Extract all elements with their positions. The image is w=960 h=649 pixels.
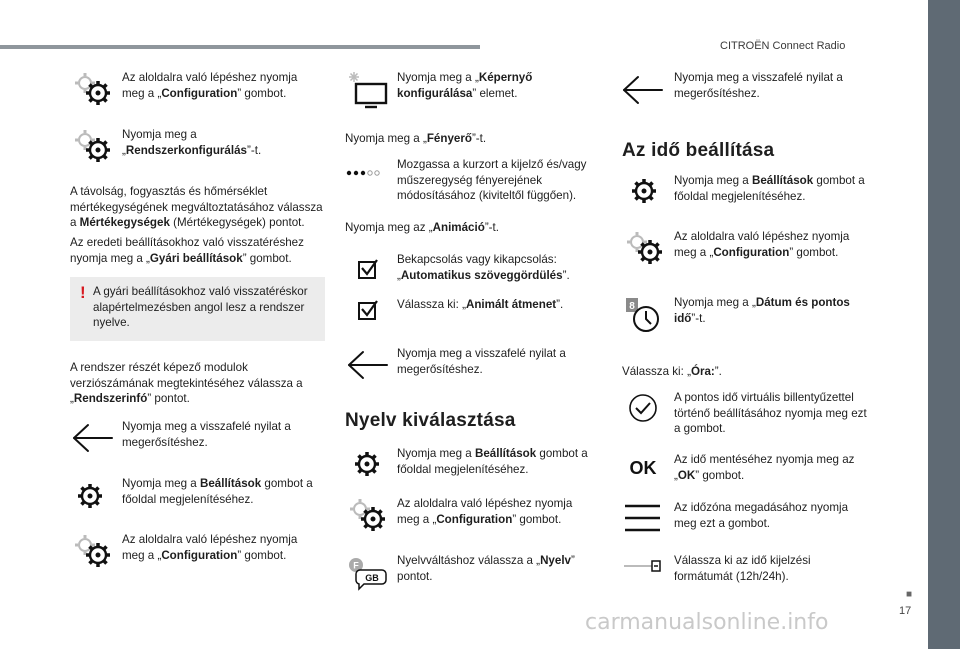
step-text: Nyomja meg a visszafelé nyilat a megerősítéshez. xyxy=(674,71,843,100)
step-text: Nyomja meg a Beállítások gombot a főoldal megjelenítéséhez. xyxy=(674,174,865,203)
page-end-mark: ■ xyxy=(906,589,913,600)
back-arrow-icon xyxy=(70,419,114,457)
confirm-check-icon xyxy=(622,390,666,428)
paragraph-system-info: A rendszer részét képező modulok verziószámának megtekintéséhez válassza a „Rendszerinfó” pontot. xyxy=(70,361,303,406)
warning-icon: ! xyxy=(80,283,86,302)
warning-note xyxy=(70,277,325,341)
page-header: CITROËN Connect Radio xyxy=(720,40,846,52)
section-heading-language: Nyelv kiválasztása xyxy=(345,410,516,431)
gear-icon xyxy=(622,173,666,211)
lang-f-label: F xyxy=(353,560,359,571)
toggle-switch-icon xyxy=(622,553,666,591)
step-text: Válassza ki: „Animált átmenet”. xyxy=(397,298,564,311)
step-text: Nyomja meg a Beállítások gombot a főoldal megjelenítéséhez. xyxy=(397,447,588,476)
step-text: Nyomja meg a Beállítások gombot a főoldal megjelenítéséhez. xyxy=(122,477,313,506)
step-text: Az aloldalra való lépéshez nyomja meg a „Configuration” gombot. xyxy=(674,230,850,259)
settings-gears-icon xyxy=(70,70,114,108)
back-arrow-icon xyxy=(345,346,389,384)
paragraph-hour: Válassza ki: „Óra:”. xyxy=(622,365,722,378)
settings-gears-icon xyxy=(70,532,114,570)
step-text: Az idő mentéséhez nyomja meg az „OK” gombot. xyxy=(674,453,855,482)
step-text: Nyomja meg a „Dátum és pontos idő”-t. xyxy=(674,296,850,325)
warning-text: A gyári beállításokhoz való visszatéréskor alapértelmezésben angol lesz a rendszer nyelve. xyxy=(93,285,308,330)
step-text: Nyomja meg a „Képernyő konfigurálása” elemet. xyxy=(397,71,533,100)
ok-icon xyxy=(622,452,666,490)
gear-icon xyxy=(70,476,114,514)
step-text: Az időzóna megadásához nyomja meg ezt a gombot. xyxy=(674,501,849,530)
step-text: Nyomja meg a visszafelé nyilat a megerősítéshez. xyxy=(397,347,566,376)
watermark: carmanualsonline.info xyxy=(585,610,829,635)
page-number: 17 xyxy=(899,605,912,617)
step-text: Az aloldalra való lépéshez nyomja meg a „Configuration” gombot. xyxy=(397,497,573,526)
clock-badge-label: 8 xyxy=(629,301,635,312)
step-text: Nyomja meg a visszafelé nyilat a megerősítéshez. xyxy=(122,420,291,449)
brightness-slider-icon xyxy=(345,157,389,195)
language-flag-icon xyxy=(345,553,389,591)
step-text: Mozgassa a kurzort a kijelző és/vagy műszeregység fényerejének módosításához (kiviteltől függően). xyxy=(397,158,587,203)
settings-gears-icon xyxy=(622,229,666,267)
step-text: A pontos idő virtuális billentyűzettel történő beállításához nyomja meg ezt a gombot. xyxy=(674,391,867,436)
back-arrow-icon xyxy=(622,70,666,108)
checkbox-checked-icon xyxy=(345,297,389,335)
lang-gb-label: GB xyxy=(365,573,379,583)
clock-icon xyxy=(622,295,666,333)
paragraph-units: A távolság, fogyasztás és hőmérséklet mértékegységének megváltoztatásához válassza a Mértékegységek (Mértékegységek) pontot. xyxy=(70,185,323,230)
section-heading-time: Az idő beállítása xyxy=(622,140,775,161)
ok-label: OK xyxy=(629,458,657,478)
step-text: Nyomja meg a „Rendszerkonfigurálás”-t. xyxy=(122,128,262,157)
checkbox-checked-icon xyxy=(345,252,389,290)
top-rule xyxy=(0,45,480,49)
paragraph-brightness: Nyomja meg a „Fényerő”-t. xyxy=(345,132,487,145)
step-text: Az aloldalra való lépéshez nyomja meg a „Configuration” gombot. xyxy=(122,71,298,100)
step-text: Az aloldalra való lépéshez nyomja meg a „Configuration” gombot. xyxy=(122,533,298,562)
gear-icon xyxy=(345,446,389,484)
display-brightness-icon xyxy=(345,70,389,108)
step-text: Bekapcsolás vagy kikapcsolás: „Automatikus szöveggördülés”. xyxy=(397,253,570,282)
settings-gears-icon xyxy=(345,496,389,534)
menu-icon xyxy=(622,500,666,538)
paragraph-animation: Nyomja meg az „Animáció”-t. xyxy=(345,221,499,234)
page-sidebar-strip xyxy=(928,0,960,649)
step-text: Nyelvváltáshoz válassza a „Nyelv” pontot. xyxy=(397,554,575,583)
paragraph-factory-reset: Az eredeti beállításokhoz való visszatéréshez nyomja meg a „Gyári beállítások” gombot. xyxy=(70,236,304,265)
settings-gears-icon xyxy=(70,127,114,165)
step-text: Válassza ki az idő kijelzési formátumát (12h/24h). xyxy=(674,554,811,583)
